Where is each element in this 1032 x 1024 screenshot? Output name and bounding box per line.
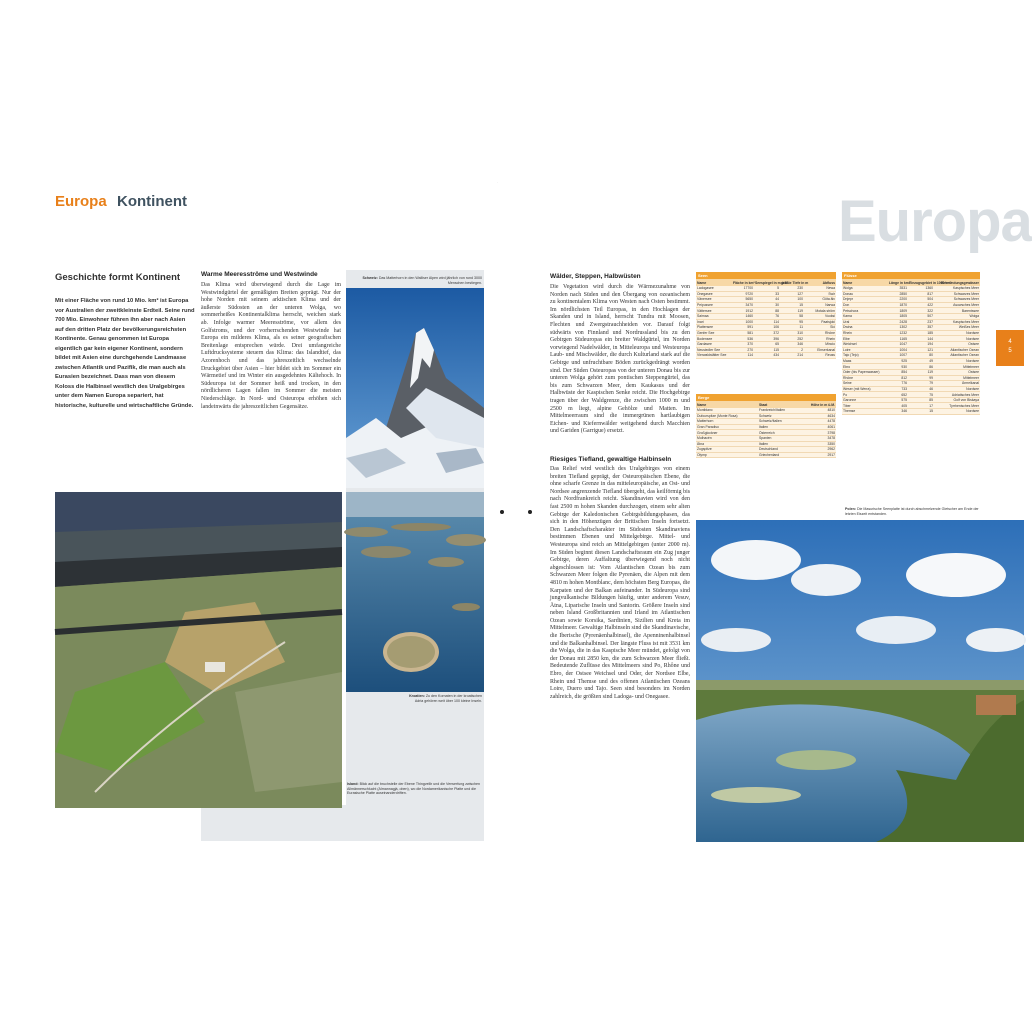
- table-cell: 1232: [899, 331, 907, 336]
- table-cell: Peipussee: [697, 303, 713, 308]
- table-cell: Olymp: [697, 453, 707, 458]
- table-cell: 85: [929, 398, 933, 403]
- table-cell: 854: [901, 370, 907, 375]
- vegetation-text: Die Vegetation wird durch die Wärmezunahme von Norden nach Süden und den Übergang von ozeanischem zu kontinentalem Klima von Westen nach Osten bestimmt. Im nördlichsten Teil Europas, in den Hochlagen der Skanden und in Island, herrscht Tundra mit Moosen, Flechten und Zwergstrauchheiden vor. Darauf folgt südwärts von Finnland und Nordrussland bis zu den Gebirgen Südeuropas ein breiter Waldgürtel, im Norden vorwiegend Nadelwälder, in Mitteleuropa und Westeuropa Laub- und Mischwälder, die durch Kulturland stark auf die Gebirge und unfruchtbare Böden zurückgedrängt worden sind. Der Süden Osteuropas von der unteren Donau bis zur unteren Wolga gehört zum pontischen Steppengürtel, das bis zum Schwarzen Meer, dem Kaukasus und der Halbwüste der Kaspischen Senke reicht. Die Hochgebirge tragen über der Waldgrenze, die zwischen 1000 m und 2500 m liegt, alpine Gehölze und Matten. Im Mittelmeerraum sind die immergrünen hartlaubigen Eichen- und Kiefernwälder weitgehend durch Macchien und Gariden (Garrigue) ersetzt.: [550, 284, 690, 435]
- table-cell: 121: [927, 347, 933, 352]
- gutter-dot-left: [500, 510, 504, 514]
- table-cell: Montblanc: [697, 408, 713, 413]
- page-tab[interactable]: [996, 330, 1024, 366]
- table-cell: 270: [747, 347, 753, 352]
- big-page-title: Europa: [838, 189, 1032, 254]
- rivers-table: [842, 272, 980, 415]
- table-cell: Schweiz/Italien: [759, 419, 782, 424]
- table-cell: 1360: [925, 286, 933, 291]
- page-tab-line2: 5: [1008, 348, 1012, 354]
- table-cell: 925: [901, 359, 907, 364]
- table-cell: Vierwaldstätter See: [697, 353, 727, 358]
- table-cell: 114: [773, 319, 779, 324]
- table-cell: 5650: [745, 297, 753, 302]
- table-cell: Loire: [843, 347, 851, 352]
- climate-text: Das Klima wird überwiegend durch die Lage im Westwindgürtel der gemäßigten Breiten geprägt. Nur der hohe Norden mit seinem arktischen Klima und der äußerste Südosten an der unteren Wolga, wo sommerheißes Kontinentalklima herrscht, weichen stark ab. Infolge warmer Meeresströme, vor allem des Golfstroms, und der vorherrschenden Westwinde hat Europa ein milderes Klima, als es seiner geografischen Breitenlage entsprechen würde. Drei umfangreiche Luftdrucksysteme steuern das Klima: das Islandtief, das Azorenhoch und das jahreszeitlich wechselnde Druckgebiet über Asien – hier bildet sich im Sommer ein Wärmetief und im Winter ein ausgedehntes Kältehoch. In Südeuropa ist der Sommer heiß und trocken, in den nördlicheren Lagen fallen im Sommer die meisten Niederschläge. In Nord- und Osteuropa erhöhen sich landeinwärts die jahreszeitlichen Gegensätze.: [201, 282, 341, 410]
- table-cell: 776: [901, 381, 907, 386]
- table-cell: Weißes Meer: [958, 325, 979, 330]
- table-cell: 214: [797, 353, 803, 358]
- table-cell: Österreich: [759, 430, 775, 435]
- table-cell: 49: [929, 359, 933, 364]
- table-cell: 237: [927, 319, 933, 324]
- table-cell: 79: [929, 381, 933, 386]
- table-cell: Rhein: [826, 336, 835, 341]
- table-cell: 119: [927, 370, 933, 375]
- lakes-table: [696, 272, 836, 359]
- table-cell: Ural: [843, 319, 850, 324]
- table-cell: 2200: [899, 297, 907, 302]
- table-cell: Vättersee: [697, 308, 712, 313]
- table-cell: 1809: [899, 308, 907, 313]
- matterhorn-photo: [346, 288, 484, 488]
- table-cell: Onegasee: [697, 291, 713, 296]
- table-cell: Tajo (Tejo): [843, 353, 859, 358]
- table-cell: 3470: [745, 303, 753, 308]
- table-cell: 434: [773, 353, 779, 358]
- table-cell: 1460: [745, 314, 753, 319]
- table-cell: 3350: [827, 441, 835, 446]
- table-cell: Neusiedler See: [697, 347, 721, 352]
- lakes-table-title: Seen: [696, 272, 836, 279]
- table-cell: 15: [799, 303, 803, 308]
- table-cell: 2917: [827, 453, 835, 458]
- table-cell: Don: [843, 303, 850, 308]
- table-cell: Dnjepr: [843, 297, 853, 302]
- table-cell: 15: [929, 409, 933, 414]
- table-cell: Vänersee: [697, 297, 712, 302]
- table-cell: Ostsee: [968, 342, 979, 347]
- table-cell: 4634: [827, 413, 835, 418]
- table-cell: Frankreich/Italien: [759, 408, 786, 413]
- table-cell: 2850: [899, 291, 907, 296]
- table-cell: Weser (mit Werra): [843, 386, 871, 391]
- lakes-table-header: Name Fläche in km² Seespiegel in m ü.M. größte Tiefe in m Abfluss: [697, 280, 835, 285]
- table-cell: 99: [929, 375, 933, 380]
- table-cell: 4061: [827, 425, 835, 430]
- table-cell: 17: [929, 403, 933, 408]
- table-cell: 817: [927, 291, 933, 296]
- table-cell: 733: [901, 386, 907, 391]
- caption-kroatien: Kroatien: Zu den Kornaten in der kroatischen Adria gehören weit über 100 kleine Inseln.: [409, 694, 482, 703]
- relief-title: Riesiges Tiefland, gewaltige Halbinseln: [550, 456, 672, 463]
- table-cell: Donau: [843, 291, 853, 296]
- table-cell: Ebro: [843, 364, 851, 369]
- thingvellir-photo: [55, 492, 342, 808]
- table-cell: 58: [799, 314, 803, 319]
- table-cell: Rhône: [843, 375, 853, 380]
- table-cell: Atlantischer Ozean: [950, 347, 979, 352]
- table-cell: 357: [927, 325, 933, 330]
- table-cell: 46: [929, 386, 933, 391]
- table-cell: 1047: [899, 342, 907, 347]
- table-cell: 44: [775, 297, 779, 302]
- table-cell: Gardasee: [697, 342, 712, 347]
- table-cell: 3798: [827, 430, 835, 435]
- table-cell: Dwina: [843, 325, 853, 330]
- table-cell: Griechenland: [759, 453, 780, 458]
- table-cell: Matterhorn: [697, 419, 714, 424]
- table-cell: Plattensee: [697, 325, 714, 330]
- section-title: Europa: [55, 193, 107, 210]
- table-cell: 2962: [827, 447, 835, 452]
- table-cell: 1302: [899, 325, 907, 330]
- table-cell: Kaspisches Meer: [952, 319, 979, 324]
- rivers-table-title: Flüsse: [842, 272, 980, 279]
- table-cell: 17700: [743, 286, 753, 291]
- table-cell: Göta älv: [822, 297, 835, 302]
- table-cell: 504: [927, 297, 933, 302]
- table-cell: Genfer See: [697, 331, 715, 336]
- table-cell: Po: [843, 392, 848, 397]
- table-cell: 4810: [827, 408, 835, 413]
- table-cell: 76: [775, 314, 779, 319]
- table-cell: 88: [775, 308, 779, 313]
- table-cell: Atlantischer Ozean: [950, 353, 979, 358]
- table-cell: 127: [797, 291, 803, 296]
- table-cell: 1007: [899, 353, 907, 358]
- table-cell: 194: [927, 342, 933, 347]
- rivers-table-header: Name Länge in km Einzugsgebiet in 1000 km² Einmündungsgewässer: [843, 280, 979, 285]
- table-cell: 1004: [899, 347, 907, 352]
- table-cell: 106: [773, 325, 779, 330]
- table-row: [696, 353, 836, 359]
- mountains-table: [696, 394, 836, 458]
- table-cell: Schwarzes Meer: [953, 297, 979, 302]
- table-cell: 405: [901, 403, 907, 408]
- gutter-mark: ·: [497, 180, 499, 185]
- table-cell: Petschora: [843, 308, 859, 313]
- table-cell: 370: [747, 342, 753, 347]
- table-cell: 652: [901, 392, 907, 397]
- table-cell: Seine: [843, 381, 852, 386]
- table-cell: Ladogasee: [697, 286, 714, 291]
- table-cell: 2428: [899, 319, 907, 324]
- table-cell: Oder (bis Papenwasser): [843, 370, 880, 375]
- table-cell: 5: [777, 286, 779, 291]
- table-cell: 144: [927, 336, 933, 341]
- table-cell: Wolga: [843, 286, 853, 291]
- table-cell: Newa: [826, 286, 835, 291]
- table-cell: Mincio: [825, 342, 835, 347]
- table-cell: Saimaa: [697, 314, 709, 319]
- table-cell: 100: [797, 297, 803, 302]
- relief-text: Das Relief wird westlich des Uralgebirges von einem breiten Tiefland geprägt, der Osteuropäischen Ebene, die ohne scharfe Grenze in das mitteleuropäische, an Ost- und Nordsee angrenzende Tiefland übergeht, das keilförmig bis nach Nordfrankreich reicht. Skandinavien wird von den fast 2500 m hohen Skanden durchzogen, einem sehr alten Gebirge der Kaledonischen Gebirgsbildungsphasen, das sich in den Höhenzügen der Britischen Inseln fortsetzt. Den Landschaftscharakter im Südosten Skandinaviens bestimmen Ebenen und Mittelgebirge. Mittel- und Westeuropa sind reich an Mittelgebirgen (unter 2000 m). Im Süden beginnt diesen Landschaftsraum ein Zug junger Gebirge, deren Auffaltung überwiegend noch nicht abgeschlossen ist: Vom Atlantischen Ozean bis zum Schwarzen Meer folgen die Pyrenäen, die Alpen mit dem 4810 m hohen Montblanc, dem höchsten Berg Europas, die Karpaten und der Balkan aufeinander. In Südeuropa sind jungvulkanische Bildungen häufig, unter anderem Vesuv, Ätna, Liparische Inseln und Santorin. Größere Inseln sind neben Island Großbritannien und Irland im Atlantischen Ozean sowie Korsika, Sardinien, Sizilien und Kreta im Mittelmeer. Gewaltige Halbinseln sind die Skandinavische, die Iberische (Pyrenäenhalbinsel), die Apenninenhalbinsel und die Balkanhalbinsel. Der längste Fluss ist mit 3531 km die Wolga, die in das Kaspische Meer mündet, gefolgt von der Donau mit 2850 km, die zum Schwarzen Meer fließt. Bedeutende Zuflüsse des Mittelmeers sind Po, Rhône und Ebro, der Ostsee Weichsel und Oder, der Nordsee Elbe, Rhein und Themse und des offenen Atlantischen Ozeans Loire, Duero und Tajo. Seen sind besonders im Norden zahlreich, die größten sind Ladoga- und Onegasee.: [550, 466, 690, 700]
- table-cell: Asowsches Meer: [953, 303, 979, 308]
- table-cell: Ärmelkanal: [962, 381, 979, 386]
- table-cell: Tyrrhenisches Meer: [949, 403, 979, 408]
- table-cell: Adriatisches Meer: [951, 392, 979, 397]
- table-cell: 95: [799, 319, 803, 324]
- table-cell: Italien: [759, 425, 769, 430]
- table-cell: Nordsee: [966, 409, 979, 414]
- caption-island: Island: Blick auf die bruchstelle der Ebene Thingvellir und die Verwerfung zwischen Allmännerschlucht (Almannagjá, oben), wo die Nordamerikanische Platte und die Eurasische Platte auseinanderdriften.: [347, 782, 480, 796]
- table-cell: 372: [773, 331, 779, 336]
- table-cell: 396: [773, 336, 779, 341]
- table-cell: Kama: [843, 314, 852, 319]
- table-cell: 115: [773, 347, 779, 352]
- table-cell: 2: [801, 347, 803, 352]
- table-cell: 310: [797, 331, 803, 336]
- table-cell: Mittelmeer: [963, 364, 979, 369]
- page-tab-line1: 4: [1008, 339, 1012, 345]
- table-cell: Großglockner: [697, 430, 718, 435]
- table-cell: Reuss: [825, 353, 835, 358]
- table-cell: Nordsee: [966, 359, 979, 364]
- chapter-title: Kontinent: [117, 193, 187, 210]
- table-cell: Golf von Biskaya: [953, 398, 979, 403]
- table-cell: Maas: [843, 359, 852, 364]
- table-cell: 536: [747, 336, 753, 341]
- table-cell: 591: [747, 325, 753, 330]
- table-cell: 575: [901, 398, 907, 403]
- table-cell: Mulhacén: [697, 436, 712, 441]
- table-cell: Nordsee: [966, 386, 979, 391]
- table-cell: Rhein: [843, 331, 852, 336]
- table-cell: 33: [775, 291, 779, 296]
- table-cell: Spanien: [759, 436, 772, 441]
- table-cell: 581: [747, 331, 753, 336]
- table-cell: 3478: [827, 436, 835, 441]
- table-cell: 1912: [745, 308, 753, 313]
- intro-text: Mit einer Fläche von rund 10 Mio. km² ist Europa vor Australien der zweitkleinste Erdteil. Seine rund 700 Mio. Einwohner führen ihn aber nach Asien auf den dritten Platz der bevölkerungsreichsten Kontinente. Genau genommen ist Europa eigentlich gar kein eigener Kontinent, sondern bildet mit Asien eine durchgehende Landmasse zwischen Atlantik und Pazifik, die man auch als Eurasien bezeichnet. Dass man von diesem Koloss die Halbinsel westlich des Uralgebirges unter dem Namen Europa separiert, hat historische, kulturelle und wirtschaftliche Gründe.: [55, 298, 195, 409]
- intro-title: Geschichte formt Kontinent: [55, 272, 181, 283]
- table-cell: Tiber: [843, 403, 851, 408]
- table-cell: Mittelmeer: [963, 375, 979, 380]
- table-cell: 80: [929, 353, 933, 358]
- table-cell: 322: [927, 308, 933, 313]
- table-cell: Barentssee: [961, 308, 979, 313]
- table-cell: Italien: [759, 441, 769, 446]
- mountains-table-title: Berge: [696, 394, 836, 401]
- table-row: [696, 453, 836, 459]
- table-cell: Motala ström: [815, 308, 835, 313]
- table-cell: 252: [797, 336, 803, 341]
- table-cell: Bodensee: [697, 336, 713, 341]
- mountains-table-header: Name Staat Höhe in m ü.M.: [697, 402, 835, 407]
- table-cell: Narwa: [825, 303, 835, 308]
- table-cell: 65: [775, 342, 779, 347]
- kornaten-photo: [346, 492, 484, 692]
- table-cell: 1805: [899, 314, 907, 319]
- table-cell: 11: [799, 325, 803, 330]
- table-cell: 1165: [899, 336, 907, 341]
- climate-title: Warme Meeresströme und Westwinde: [201, 271, 318, 278]
- table-cell: 1000: [745, 319, 753, 324]
- table-cell: Ätna: [697, 441, 704, 446]
- caption-schweiz: Schweiz: Das Matterhorn in den Walliser Alpen wird jährlich von rund 3000 Menschen bestiegen.: [362, 276, 482, 285]
- table-cell: Nordsee: [966, 331, 979, 336]
- table-cell: 1870: [899, 303, 907, 308]
- table-cell: Schweiz: [759, 413, 772, 418]
- table-cell: 114: [747, 353, 753, 358]
- table-cell: 4478: [827, 419, 835, 424]
- table-cell: Einserkanal: [817, 347, 835, 352]
- table-cell: 930: [901, 364, 907, 369]
- table-cell: Elbe: [843, 336, 850, 341]
- table-cell: 230: [797, 286, 803, 291]
- table-cell: 9720: [745, 291, 753, 296]
- table-cell: 119: [797, 308, 803, 313]
- table-cell: Inari: [697, 319, 704, 324]
- table-row: [842, 409, 980, 415]
- table-cell: 422: [927, 303, 933, 308]
- table-cell: 75: [929, 392, 933, 397]
- table-cell: Ostsee: [968, 370, 979, 375]
- vegetation-title: Wälder, Steppen, Halbwüsten: [550, 273, 641, 280]
- masuren-photo: [696, 520, 1024, 842]
- table-cell: 812: [901, 375, 907, 380]
- table-cell: Swir: [828, 291, 835, 296]
- table-cell: 30: [775, 303, 779, 308]
- table-cell: Sió: [830, 325, 835, 330]
- table-cell: Deutschland: [759, 447, 778, 452]
- table-cell: Gran Paradiso: [697, 425, 719, 430]
- table-cell: Nordsee: [966, 336, 979, 341]
- table-cell: Garonne: [843, 398, 857, 403]
- table-cell: Wolga: [969, 314, 979, 319]
- gutter-dot-right: [528, 510, 532, 514]
- table-cell: Paatsjoki: [821, 319, 835, 324]
- table-cell: 346: [797, 342, 803, 347]
- table-cell: Zugspitze: [697, 447, 712, 452]
- table-cell: Vuoksi: [824, 314, 835, 319]
- table-cell: 185: [927, 331, 933, 336]
- table-cell: 507: [927, 314, 933, 319]
- table-cell: Themse: [843, 409, 856, 414]
- table-cell: Rhône: [825, 331, 835, 336]
- caption-polen: Polen: Die Masurische Seenplatte ist durch abschmelzende Gletscher am Ende der letzten Eiszeit entstanden.: [845, 507, 979, 516]
- table-cell: 86: [929, 364, 933, 369]
- table-cell: 3531: [899, 286, 907, 291]
- table-cell: 346: [901, 409, 907, 414]
- table-cell: Kaspisches Meer: [952, 286, 979, 291]
- table-cell: Weichsel: [843, 342, 857, 347]
- table-cell: Schwarzes Meer: [953, 291, 979, 296]
- table-cell: Dufourspitze (Monte Rosa): [697, 413, 738, 418]
